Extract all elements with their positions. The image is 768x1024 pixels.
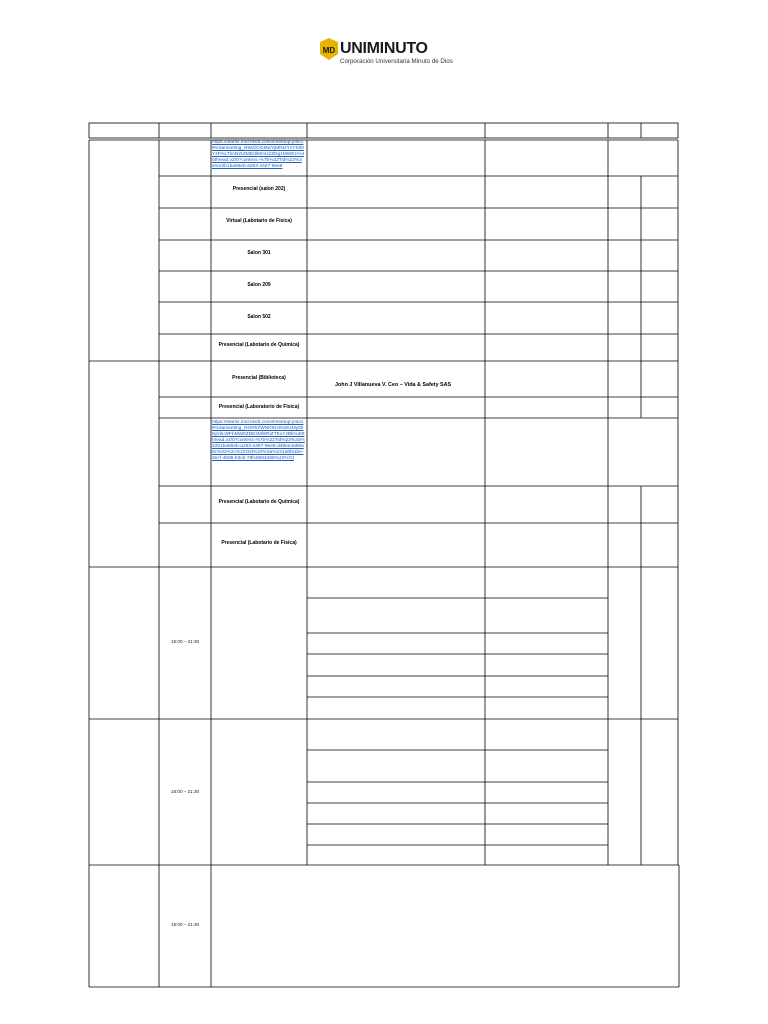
time-slot: 18:00 – 21:30 <box>171 789 200 794</box>
logo-mark: MD <box>322 46 336 55</box>
location-cell: Presencial (Labotario de Química) <box>218 499 300 505</box>
logo-subtitle: Corporación Universitaria Minuto de Dios <box>340 58 453 65</box>
location-cell: Salon 502 <box>247 314 271 320</box>
logo-name: UNIMINUTO <box>340 40 428 57</box>
meeting-link-1[interactable]: https://teams.microsoft.com/l/meetup-join/19%3ameeting_NWZiOGMwYjMtN2YzYS00YzFmLTlmN2UtMDdlMmU2ZDg1MWE1%40thread.v2/0?context=%7b%22Tid%22%3a%22b1ba85eb-a253-4467-9ee8 <box>212 140 305 169</box>
company-name: John J Villanueva V. Ceo – Vida & Safety SAS <box>335 382 452 388</box>
meeting-link-2[interactable]: https://teams.microsoft.com/l/meetup-join/19%3ameeting_NGRhZWNlODctNzExMy00NjVkLWFhMWItZDEzMWRiZTExYzBk%40thread.v2/0?context=%7b%22Tid%22%3a%22b1ba85eb-a253-4467-9ee8-d49ee4a99a8c%22%2c%22Oid%22%3a%221a8fa1be-3ecf-4b95-b3cb-79fc8563466%22%7d <box>212 420 305 461</box>
location-cell: Presencial (Laboratorio de Física) <box>218 404 300 410</box>
location-cell: Salon 209 <box>247 282 271 288</box>
location-cell: Presencial (Labotario de Química) <box>218 342 300 348</box>
location-cell: Salon 301 <box>247 250 271 256</box>
location-cell: Presencial (Biblioteca) <box>232 375 286 381</box>
location-cell: Virtual (Labotario de Física) <box>226 218 292 224</box>
time-slot: 18:00 – 21:30 <box>171 639 200 644</box>
location-cell: Presencial (salon 202) <box>232 186 286 192</box>
location-cell: Presencial (Labotario de Física) <box>221 540 297 546</box>
time-slot: 18:00 – 21:30 <box>171 922 200 927</box>
